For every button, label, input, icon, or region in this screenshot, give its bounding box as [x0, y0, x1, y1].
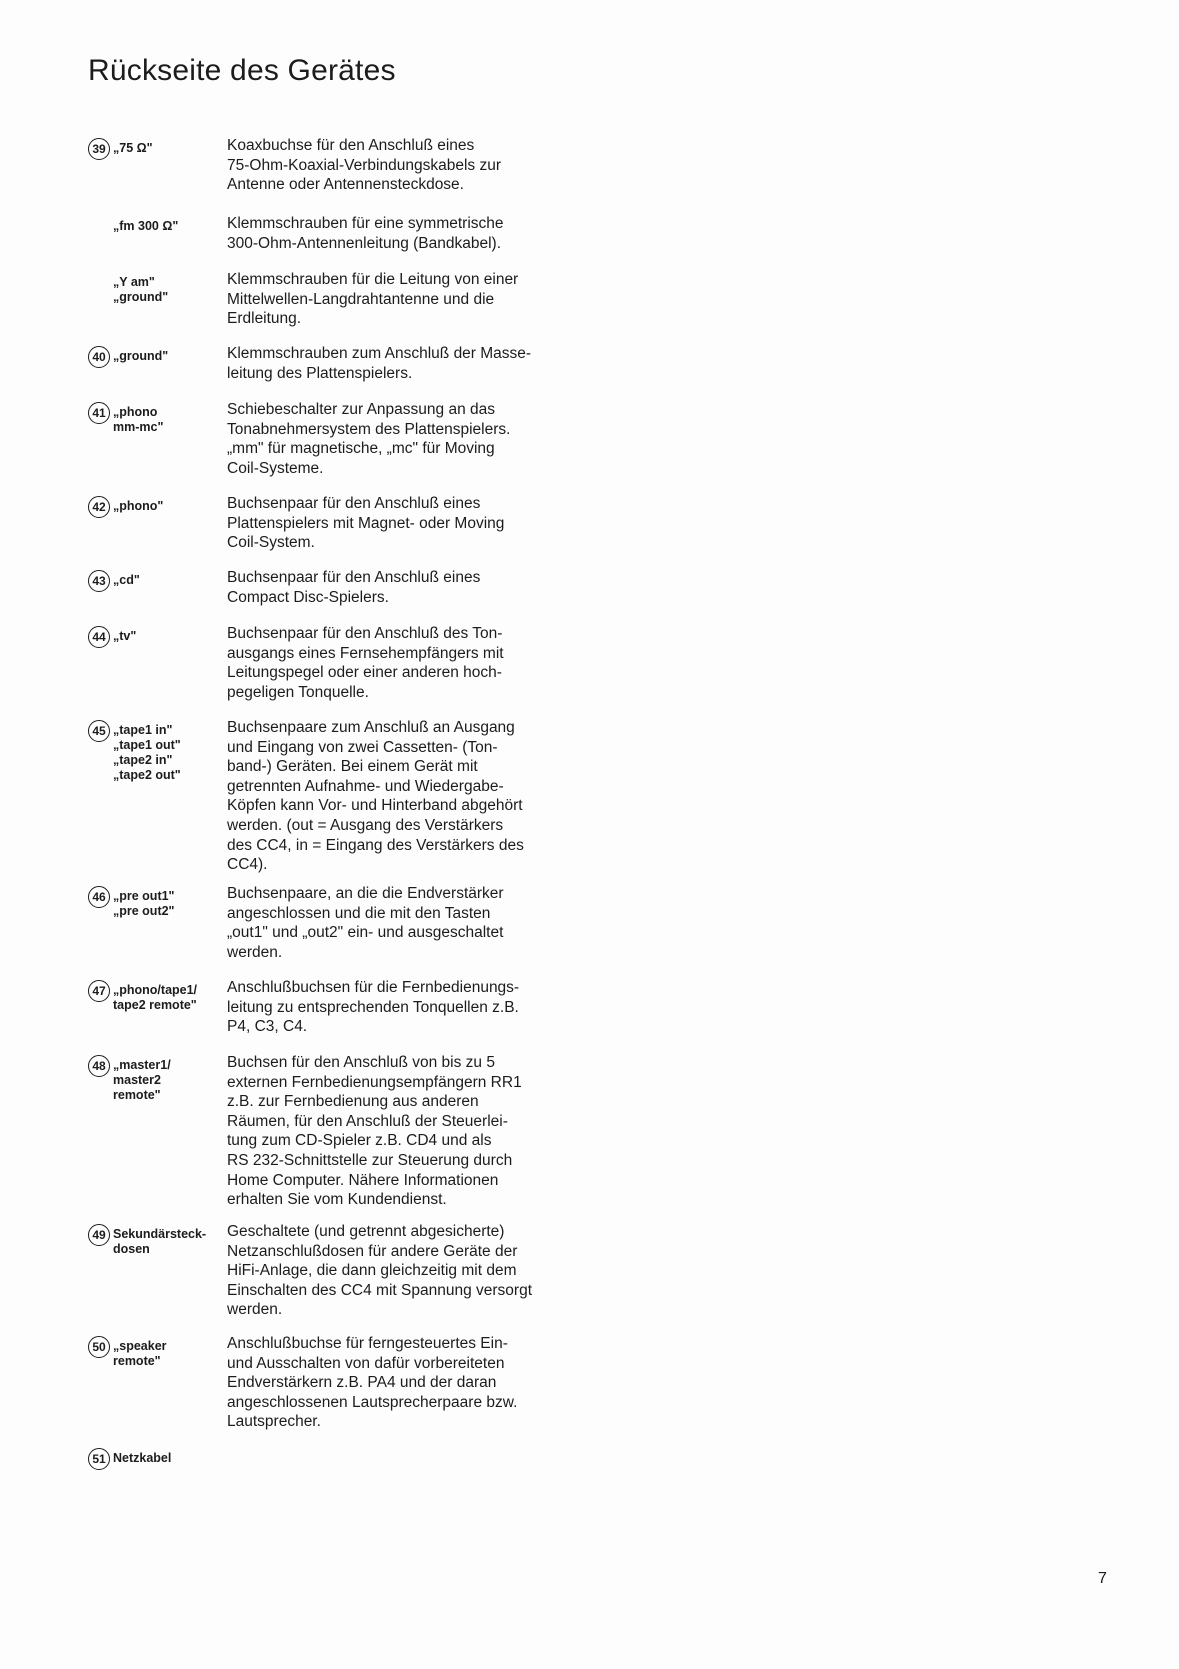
page-title: Rückseite des Gerätes	[88, 54, 396, 87]
item-number-badge: 48	[88, 1055, 110, 1077]
item-number-badge: 45	[88, 720, 110, 742]
entry-label-group	[88, 216, 228, 234]
item-number-badge: 40	[88, 346, 110, 368]
entry-label-group	[88, 346, 228, 368]
connector-label: „tv"	[113, 629, 137, 643]
item-number-badge: 51	[88, 1448, 110, 1470]
connector-description: Anschlußbuchsen für die Fernbedienungs- leitung zu entsprechenden Tonquellen z.B. P4, C3, C4.	[227, 979, 520, 1036]
entry-label-group	[88, 402, 228, 435]
connector-label: „75 Ω"	[113, 141, 153, 155]
entry-label-group	[88, 272, 228, 305]
connector-label: „phono"	[113, 499, 164, 513]
entry-label-group	[88, 980, 228, 1013]
connector-description: Schiebeschalter zur Anpassung an das Tonabnehmersystem des Plattenspielers. „mm" für magnetische, „mc" für Moving Coil-Systeme.	[227, 401, 511, 477]
connector-description: Buchsenpaar für den Anschluß des Ton- ausgangs eines Fernsehempfängers mit Leitungspegel oder einer anderen hoch- pegeligen Tonquelle.	[227, 625, 504, 701]
connector-label: „Y am" „ground"	[113, 275, 169, 304]
connector-label: „phono mm-mc"	[113, 405, 164, 434]
connector-description: Anschlußbuchse für ferngesteuertes Ein- und Ausschalten von dafür vorbereiteten Endverstärkern z.B. PA4 und der daran angeschlossenen Lautsprecherpaare bzw. Lautsprecher.	[227, 1335, 518, 1431]
entry-label-group	[88, 570, 228, 592]
connector-description: Klemmschrauben zum Anschluß der Masse- leitung des Plattenspielers.	[227, 345, 532, 382]
connector-label: „pre out1" „pre out2"	[113, 889, 175, 918]
item-number-badge: 47	[88, 980, 110, 1002]
entry-label-group	[88, 1448, 228, 1470]
connector-label: Netzkabel	[113, 1451, 172, 1465]
connector-description: Klemmschrauben für die Leitung von einer Mittelwellen-Langdrahtantenne und die Erdleitung.	[227, 271, 519, 328]
connector-label: „cd"	[113, 573, 140, 587]
connector-description: Buchsenpaar für den Anschluß eines Compact Disc-Spielers.	[227, 569, 481, 606]
item-number-badge: 50	[88, 1336, 110, 1358]
connector-label: Sekundärsteck- dosen	[113, 1227, 207, 1256]
connector-label: „fm 300 Ω"	[113, 219, 179, 233]
connector-description: Buchsenpaare, an die die Endverstärker angeschlossen und die mit den Tasten „out1" und „out2" ein- und ausgeschaltet werden.	[227, 885, 504, 961]
connector-description: Koaxbuchse für den Anschluß eines 75-Ohm-Koaxial-Verbindungskabels zur Antenne oder Antennensteckdose.	[227, 137, 501, 194]
connector-description: Buchsen für den Anschluß von bis zu 5 externen Fernbedienungsempfängern RR1 z.B. zur Fernbedienung aus anderen Räumen, für den Anschluß der Steuerlei- tung zum CD-Spieler z.B. CD4 und als RS 232-Schnittstelle zur Steuerung durch Home Computer. Nähere Informationen erhalten Sie vom Kundendienst.	[227, 1054, 522, 1209]
entry-label-group	[88, 720, 228, 783]
entry-label-group	[88, 138, 228, 160]
connector-description: Klemmschrauben für eine symmetrische 300-Ohm-Antennenleitung (Bandkabel).	[227, 215, 504, 252]
entry-label-group	[88, 1336, 228, 1369]
connector-label: „master1/ master2 remote"	[113, 1058, 171, 1102]
connector-description: Buchsenpaare zum Anschluß an Ausgang und Eingang von zwei Cassetten- (Ton- band-) Geräten. Bei einem Gerät mit getrennten Aufnahme- und Wiedergabe- Köpfen kann Vor- und Hinterband abgehört werden. (out = Ausgang des Verstärkers des CC4, in = Eingang des Verstärkers des CC4).	[227, 719, 524, 874]
connector-label: „ground"	[113, 349, 169, 363]
entry-label-group	[88, 1224, 228, 1257]
item-number-badge: 42	[88, 496, 110, 518]
item-number-badge: 41	[88, 402, 110, 424]
entry-label-group	[88, 886, 228, 919]
entry-label-group	[88, 496, 228, 518]
connector-description: Buchsenpaar für den Anschluß eines Plattenspielers mit Magnet- oder Moving Coil-System.	[227, 495, 505, 552]
connector-label: „tape1 in" „tape1 out" „tape2 in" „tape2 out"	[113, 723, 181, 782]
item-number-badge: 39	[88, 138, 110, 160]
item-number-badge: 46	[88, 886, 110, 908]
connector-label: „phono/tape1/ tape2 remote"	[113, 983, 198, 1012]
item-number-badge: 49	[88, 1224, 110, 1246]
connector-label: „speaker remote"	[113, 1339, 167, 1368]
item-number-badge: 44	[88, 626, 110, 648]
item-number-badge: 43	[88, 570, 110, 592]
connector-description: Geschaltete (und getrennt abgesicherte) Netzanschlußdosen für andere Geräte der HiFi-Anlage, die dann gleichzeitig mit dem Einschalten des CC4 mit Spannung versorgt werden.	[227, 1223, 532, 1319]
page-number: 7	[1098, 1570, 1107, 1587]
entry-label-group	[88, 626, 228, 648]
entry-label-group	[88, 1055, 228, 1103]
